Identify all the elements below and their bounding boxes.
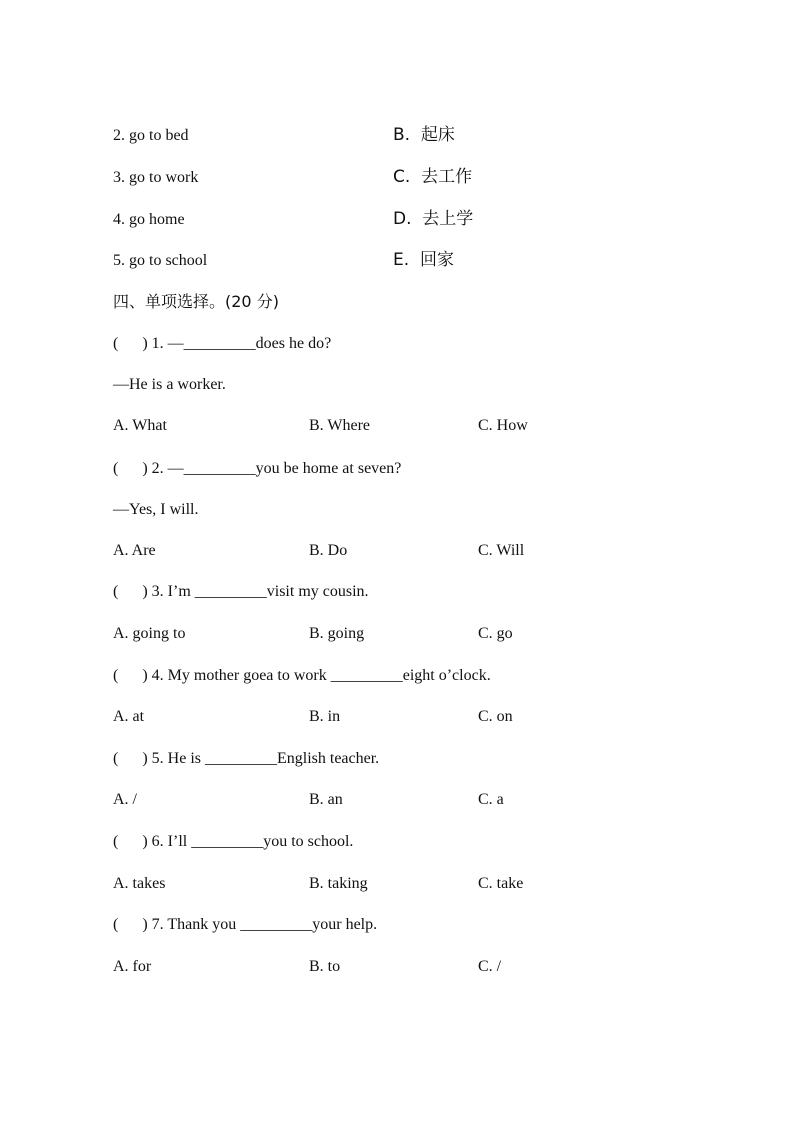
matching-chinese-item: D. 去上学: [393, 209, 474, 229]
option-c: C. a: [478, 791, 504, 808]
option-a: A. at: [113, 708, 145, 725]
option-b: B. going: [309, 625, 365, 642]
matching-english-item: 5. go to school: [113, 252, 208, 269]
answer-line: —Yes, I will.: [113, 501, 199, 518]
option-a: A. Are: [113, 542, 156, 559]
option-c: C. How: [478, 417, 528, 434]
question-stem: ( ) 3. I’m _________visit my cousin.: [113, 583, 369, 600]
option-b: B. Do: [309, 542, 348, 559]
option-b: B. taking: [309, 875, 368, 892]
matching-english-item: 2. go to bed: [113, 127, 189, 144]
option-c: C. /: [478, 958, 502, 975]
option-b: B. Where: [309, 417, 371, 434]
matching-chinese-item: B. 起床: [393, 125, 455, 145]
matching-chinese-item: E. 回家: [393, 250, 454, 270]
option-a: A. takes: [113, 875, 166, 892]
matching-english-item: 4. go home: [113, 211, 185, 228]
option-b: B. in: [309, 708, 341, 725]
question-stem: ( ) 4. My mother goea to work _________eight o’clock.: [113, 667, 491, 684]
question-stem: ( ) 1. —_________does he do?: [113, 335, 332, 352]
matching-chinese-item: C. 去工作: [393, 167, 473, 187]
question-stem: ( ) 5. He is _________English teacher.: [113, 750, 380, 767]
option-a: A. going to: [113, 625, 186, 642]
matching-english-item: 3. go to work: [113, 169, 199, 186]
option-b: B. to: [309, 958, 341, 975]
option-a: A. What: [113, 417, 167, 434]
question-stem: ( ) 6. I’ll _________you to school.: [113, 833, 354, 850]
option-b: B. an: [309, 791, 343, 808]
option-c: C. take: [478, 875, 524, 892]
option-c: C. go: [478, 625, 513, 642]
option-c: C. Will: [478, 542, 525, 559]
option-a: A. for: [113, 958, 152, 975]
answer-line: —He is a worker.: [113, 376, 226, 393]
option-a: A. /: [113, 791, 137, 808]
option-c: C. on: [478, 708, 513, 725]
section-title: 四、单项选择。(20 分): [113, 292, 279, 311]
question-stem: ( ) 2. —_________you be home at seven?: [113, 460, 402, 477]
question-stem: ( ) 7. Thank you _________your help.: [113, 916, 378, 933]
